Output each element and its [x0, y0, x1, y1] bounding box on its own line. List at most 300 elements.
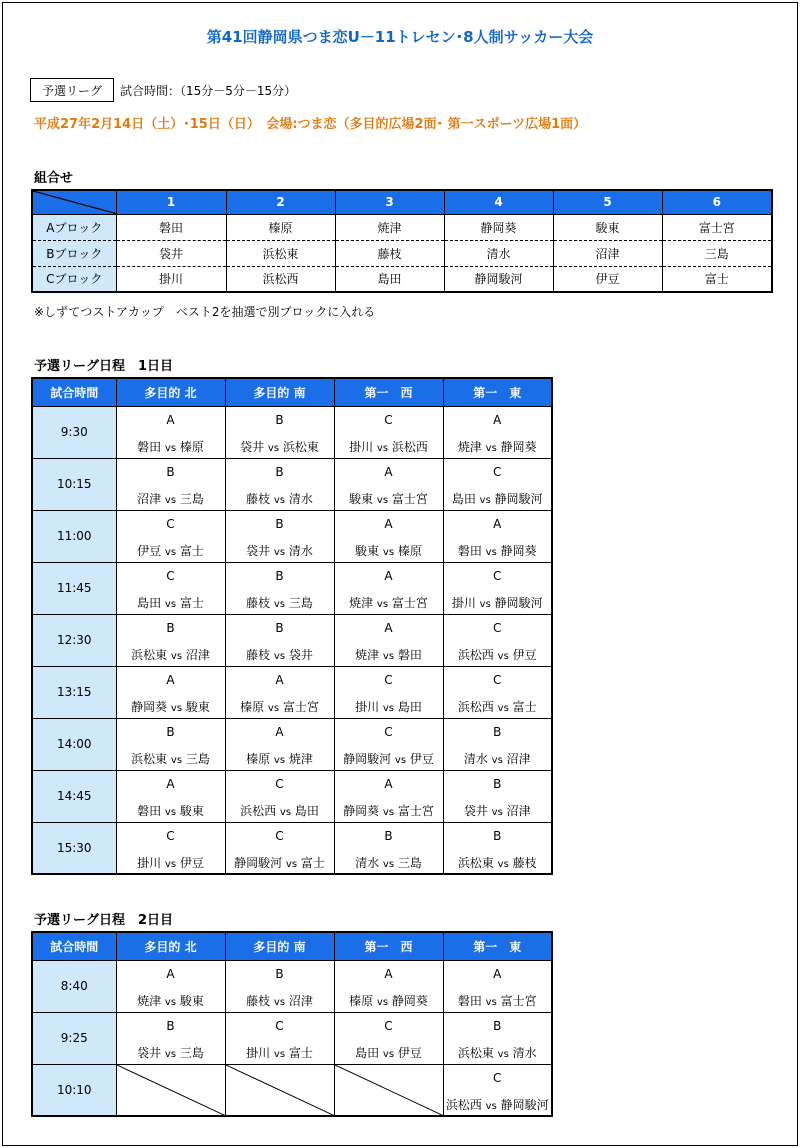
game-cell [334, 562, 443, 614]
home-team: 浜松東 [131, 647, 168, 662]
game-block: A [384, 516, 393, 531]
matchup [226, 992, 334, 1009]
vs-label: vs [273, 1048, 286, 1060]
group-col: 2 [226, 190, 335, 214]
vs-label: vs [267, 442, 280, 454]
home-team: 焼津 [457, 439, 482, 454]
game-cell [116, 510, 225, 562]
home-team: 藤枝 [246, 595, 271, 610]
matchup [226, 854, 334, 871]
away-team: 富士 [179, 595, 204, 610]
game-block: A [493, 966, 502, 981]
game-block: B [384, 828, 393, 843]
away-team: 静岡駿河 [494, 491, 543, 506]
home-team: 島田 [137, 595, 162, 610]
home-team: 島田 [355, 1045, 380, 1060]
vs-label: vs [170, 702, 183, 714]
away-team: 三島 [397, 855, 422, 870]
home-team: 静岡駿河 [343, 751, 392, 766]
day1-schedule-table [31, 377, 553, 875]
game-block: B [493, 776, 502, 791]
game-block: B [493, 1018, 502, 1033]
home-team: 焼津 [355, 647, 380, 662]
game-cell [116, 960, 225, 1012]
home-team: 浜松西 [240, 803, 277, 818]
matchup [226, 698, 334, 715]
vs-label: vs [273, 494, 286, 506]
schedule-row [32, 822, 552, 874]
matchup [444, 490, 552, 507]
matchup [335, 438, 443, 455]
vs-label: vs [164, 494, 177, 506]
matchup [335, 594, 443, 611]
schedule-header: 試合時間 [32, 378, 116, 406]
game-block: B [275, 966, 284, 981]
game-block: B [275, 516, 284, 531]
vs-label: vs [273, 650, 286, 662]
team: 焼津 [335, 214, 444, 240]
home-team: 静岡葵 [343, 803, 380, 818]
schedule-row [32, 406, 552, 458]
game-cell [225, 562, 334, 614]
team: 伊豆 [553, 266, 662, 292]
schedule-header: 試合時間 [32, 932, 116, 960]
schedule-header: 第一 西 [334, 932, 443, 960]
game-block: A [166, 776, 175, 791]
home-team: 浜松東 [457, 855, 494, 870]
group-row [32, 266, 772, 292]
matchup [117, 698, 225, 715]
empty-game-cell [334, 1064, 443, 1116]
away-team: 榛原 [179, 439, 204, 454]
vs-label: vs [164, 996, 177, 1008]
game-cell [443, 960, 552, 1012]
group-col: 1 [116, 190, 226, 214]
home-team: 袋井 [137, 1045, 162, 1060]
home-team: 磐田 [137, 803, 162, 818]
league-label: 予選リーグ [30, 78, 114, 102]
groups-table [31, 189, 773, 293]
away-team: 富士宮 [391, 595, 428, 610]
game-block: B [275, 412, 284, 427]
matchup [444, 854, 552, 871]
matchup [226, 802, 334, 819]
home-team: 藤枝 [246, 993, 271, 1008]
schedule-row [32, 1012, 552, 1064]
game-block: A [493, 412, 502, 427]
game-block: B [166, 724, 175, 739]
vs-label: vs [164, 806, 177, 818]
game-block: C [384, 1018, 393, 1033]
team: 藤枝 [335, 240, 444, 266]
game-block: C [493, 568, 502, 583]
home-team: 掛川 [451, 595, 476, 610]
game-block: C [166, 568, 175, 583]
home-team: 浜松西 [445, 1097, 482, 1112]
game-block: C [166, 516, 175, 531]
game-cell [116, 770, 225, 822]
home-team: 藤枝 [246, 647, 271, 662]
game-cell [116, 718, 225, 770]
schedule-header-row [32, 932, 552, 960]
schedule-header: 第一 東 [443, 378, 552, 406]
home-team: 清水 [463, 751, 488, 766]
vs-label: vs [164, 546, 177, 558]
vs-label: vs [382, 650, 395, 662]
matchup [444, 542, 552, 559]
game-cell [116, 614, 225, 666]
schedule-row [32, 1064, 552, 1116]
vs-label: vs [170, 650, 183, 662]
vs-label: vs [382, 806, 395, 818]
game-block: B [166, 620, 175, 635]
team: 袋井 [116, 240, 226, 266]
block-label: Cブロック [32, 266, 116, 292]
game-cell [334, 1012, 443, 1064]
away-team: 富士 [512, 699, 537, 714]
game-cell [225, 510, 334, 562]
match-time-cell: 15:30 [32, 822, 116, 874]
schedule-header: 多目的 南 [225, 378, 334, 406]
vs-label: vs [382, 702, 395, 714]
schedule-row [32, 562, 552, 614]
team: 浜松東 [226, 240, 335, 266]
team: 磐田 [116, 214, 226, 240]
game-cell [116, 406, 225, 458]
game-cell [116, 666, 225, 718]
away-team: 伊豆 [179, 855, 204, 870]
empty-game-cell [225, 1064, 334, 1116]
vs-label: vs [376, 598, 389, 610]
away-team: 榛原 [397, 543, 422, 558]
game-cell [225, 718, 334, 770]
vs-label: vs [485, 442, 497, 454]
vs-label: vs [491, 754, 503, 766]
home-team: 掛川 [246, 1045, 271, 1060]
game-cell [225, 666, 334, 718]
game-cell [225, 1012, 334, 1064]
away-team: 磐田 [397, 647, 422, 662]
game-cell [443, 562, 552, 614]
game-cell [225, 770, 334, 822]
home-team: 駿東 [349, 491, 374, 506]
away-team: 三島 [288, 595, 313, 610]
away-team: 袋井 [288, 647, 313, 662]
matchup [335, 854, 443, 871]
matchup [444, 992, 552, 1009]
matchup [226, 438, 334, 455]
team: 掛川 [116, 266, 226, 292]
schedule-row [32, 770, 552, 822]
match-time-cell: 9:30 [32, 406, 116, 458]
away-team: 沼津 [506, 751, 531, 766]
away-team: 静岡駿河 [500, 1097, 549, 1112]
group-col: 4 [444, 190, 553, 214]
game-cell [116, 562, 225, 614]
game-cell [443, 510, 552, 562]
vs-label: vs [497, 650, 509, 662]
group-row [32, 214, 772, 240]
vs-label: vs [267, 702, 280, 714]
matchup [117, 854, 225, 871]
team: 富士 [662, 266, 772, 292]
schedule-row [32, 458, 552, 510]
matchup [117, 542, 225, 559]
game-block: A [493, 516, 502, 531]
game-cell [443, 406, 552, 458]
game-cell [334, 458, 443, 510]
schedule-header: 多目的 北 [116, 932, 225, 960]
match-time-cell: 14:00 [32, 718, 116, 770]
vs-label: vs [382, 1048, 395, 1060]
game-block: A [275, 672, 284, 687]
game-block: C [275, 776, 284, 791]
vs-label: vs [479, 494, 491, 506]
block-label: Aブロック [32, 214, 116, 240]
away-team: 清水 [288, 491, 313, 506]
team: 島田 [335, 266, 444, 292]
game-block: A [384, 568, 393, 583]
match-time-cell: 12:30 [32, 614, 116, 666]
game-cell [225, 614, 334, 666]
away-team: 富士宮 [397, 803, 434, 818]
away-team: 浜松西 [391, 439, 428, 454]
game-cell [443, 1064, 552, 1116]
game-cell [334, 510, 443, 562]
game-block: C [493, 1070, 502, 1085]
away-team: 静岡葵 [391, 993, 428, 1008]
away-team: 伊豆 [397, 1045, 422, 1060]
game-block: A [275, 724, 284, 739]
vs-label: vs [376, 494, 389, 506]
home-team: 駿東 [355, 543, 380, 558]
away-team: 静岡葵 [500, 543, 537, 558]
team: 榛原 [226, 214, 335, 240]
team: 三島 [662, 240, 772, 266]
group-col: 6 [662, 190, 772, 214]
game-block: C [275, 1018, 284, 1033]
matchup [444, 646, 552, 663]
matchup [335, 802, 443, 819]
schedule-header-row [32, 378, 552, 406]
game-block: A [166, 672, 175, 687]
game-cell [443, 718, 552, 770]
vs-label: vs [485, 996, 497, 1008]
away-team: 富士宮 [391, 491, 428, 506]
game-block: B [166, 464, 175, 479]
schedule-row [32, 614, 552, 666]
vs-label: vs [479, 598, 491, 610]
away-team: 伊豆 [512, 647, 537, 662]
vs-label: vs [491, 806, 503, 818]
matchup [226, 1044, 334, 1061]
home-team: 榛原 [240, 699, 265, 714]
matchup [444, 698, 552, 715]
day2-title: 予選リーグ日程 2日目 [34, 913, 174, 928]
home-team: 磐田 [457, 993, 482, 1008]
game-block: C [493, 620, 502, 635]
match-time: 試合時間：（15分－5分－15分） [120, 84, 297, 98]
matchup [335, 992, 443, 1009]
schedule-header: 多目的 北 [116, 378, 225, 406]
home-team: 浜松西 [457, 699, 494, 714]
matchup [444, 1044, 552, 1061]
game-block: A [384, 464, 393, 479]
away-team: 富士宮 [282, 699, 319, 714]
team: 静岡駿河 [444, 266, 553, 292]
game-cell [116, 822, 225, 874]
game-block: C [384, 724, 393, 739]
away-team: 清水 [512, 1045, 537, 1060]
matchup [226, 490, 334, 507]
away-team: 藤枝 [512, 855, 537, 870]
vs-label: vs [497, 1048, 509, 1060]
vs-label: vs [497, 858, 509, 870]
vs-label: vs [164, 442, 177, 454]
matchup [335, 646, 443, 663]
day2-schedule-table [31, 931, 553, 1117]
vs-label: vs [485, 1100, 497, 1112]
game-cell [443, 614, 552, 666]
away-team: 富士宮 [500, 993, 537, 1008]
game-cell [225, 458, 334, 510]
home-team: 静岡葵 [131, 699, 168, 714]
home-team: 浜松西 [457, 647, 494, 662]
home-team: 磐田 [457, 543, 482, 558]
away-team: 沼津 [288, 993, 313, 1008]
match-time-cell: 11:45 [32, 562, 116, 614]
home-team: 島田 [451, 491, 476, 506]
team: 駿東 [553, 214, 662, 240]
match-time-cell: 14:45 [32, 770, 116, 822]
game-cell [225, 960, 334, 1012]
away-team: 浜松東 [282, 439, 319, 454]
group-col: 5 [553, 190, 662, 214]
home-team: 浜松東 [457, 1045, 494, 1060]
game-cell [116, 458, 225, 510]
away-team: 沼津 [506, 803, 531, 818]
game-cell [443, 1012, 552, 1064]
away-team: 島田 [294, 803, 319, 818]
vs-label: vs [273, 754, 286, 766]
game-block: A [384, 966, 393, 981]
vs-label: vs [376, 996, 389, 1008]
schedule-row [32, 960, 552, 1012]
matchup [117, 802, 225, 819]
game-block: B [493, 724, 502, 739]
game-cell [225, 406, 334, 458]
game-cell [334, 718, 443, 770]
matchup [335, 490, 443, 507]
away-team: 富士 [300, 855, 325, 870]
away-team: 駿東 [179, 993, 204, 1008]
match-time-cell: 11:00 [32, 510, 116, 562]
game-block: A [384, 776, 393, 791]
match-time-cell: 10:15 [32, 458, 116, 510]
group-col: 3 [335, 190, 444, 214]
game-cell [443, 822, 552, 874]
home-team: 藤枝 [246, 491, 271, 506]
matchup [444, 594, 552, 611]
matchup [226, 646, 334, 663]
game-block: A [166, 412, 175, 427]
game-cell [334, 406, 443, 458]
matchup [335, 542, 443, 559]
away-team: 沼津 [185, 647, 210, 662]
block-label: Bブロック [32, 240, 116, 266]
game-cell [443, 770, 552, 822]
group-row [32, 240, 772, 266]
schedule-row [32, 510, 552, 562]
game-cell [225, 822, 334, 874]
team: 沼津 [553, 240, 662, 266]
vs-label: vs [164, 858, 177, 870]
matchup [117, 646, 225, 663]
game-block: A [166, 966, 175, 981]
schedule-header: 第一 西 [334, 378, 443, 406]
game-block: B [275, 464, 284, 479]
away-team: 伊豆 [409, 751, 434, 766]
vs-label: vs [273, 996, 286, 1008]
vs-label: vs [285, 858, 298, 870]
home-team: 袋井 [463, 803, 488, 818]
vs-label: vs [279, 806, 292, 818]
matchup [117, 750, 225, 767]
match-time-cell: 8:40 [32, 960, 116, 1012]
game-block: C [384, 412, 393, 427]
match-time-cell: 10:10 [32, 1064, 116, 1116]
game-block: C [493, 464, 502, 479]
vs-label: vs [170, 754, 183, 766]
away-team: 駿東 [185, 699, 210, 714]
game-block: C [275, 828, 284, 843]
matchup [335, 750, 443, 767]
team: 清水 [444, 240, 553, 266]
empty-game-cell [116, 1064, 225, 1116]
schedule-row [32, 718, 552, 770]
game-cell [334, 666, 443, 718]
away-team: 清水 [288, 543, 313, 558]
vs-label: vs [485, 546, 497, 558]
matchup [117, 490, 225, 507]
vs-label: vs [164, 1048, 177, 1060]
game-cell [116, 1012, 225, 1064]
home-team: 沼津 [137, 491, 162, 506]
home-team: 袋井 [246, 543, 271, 558]
home-team: 掛川 [137, 855, 162, 870]
game-block: B [493, 828, 502, 843]
game-cell [334, 960, 443, 1012]
vs-label: vs [273, 546, 286, 558]
team: 富士宮 [662, 214, 772, 240]
vs-label: vs [394, 754, 407, 766]
matchup [226, 542, 334, 559]
home-team: 静岡駿河 [234, 855, 283, 870]
home-team: 清水 [355, 855, 380, 870]
home-team: 伊豆 [137, 543, 162, 558]
matchup [117, 438, 225, 455]
away-team: 静岡葵 [500, 439, 537, 454]
match-time-cell: 13:15 [32, 666, 116, 718]
day1-title: 予選リーグ日程 1日目 [34, 359, 174, 374]
matchup [335, 698, 443, 715]
home-team: 榛原 [246, 751, 271, 766]
away-team: 駿東 [179, 803, 204, 818]
away-team: 三島 [185, 751, 210, 766]
home-team: 掛川 [349, 439, 374, 454]
home-team: 榛原 [349, 993, 374, 1008]
game-cell [443, 666, 552, 718]
